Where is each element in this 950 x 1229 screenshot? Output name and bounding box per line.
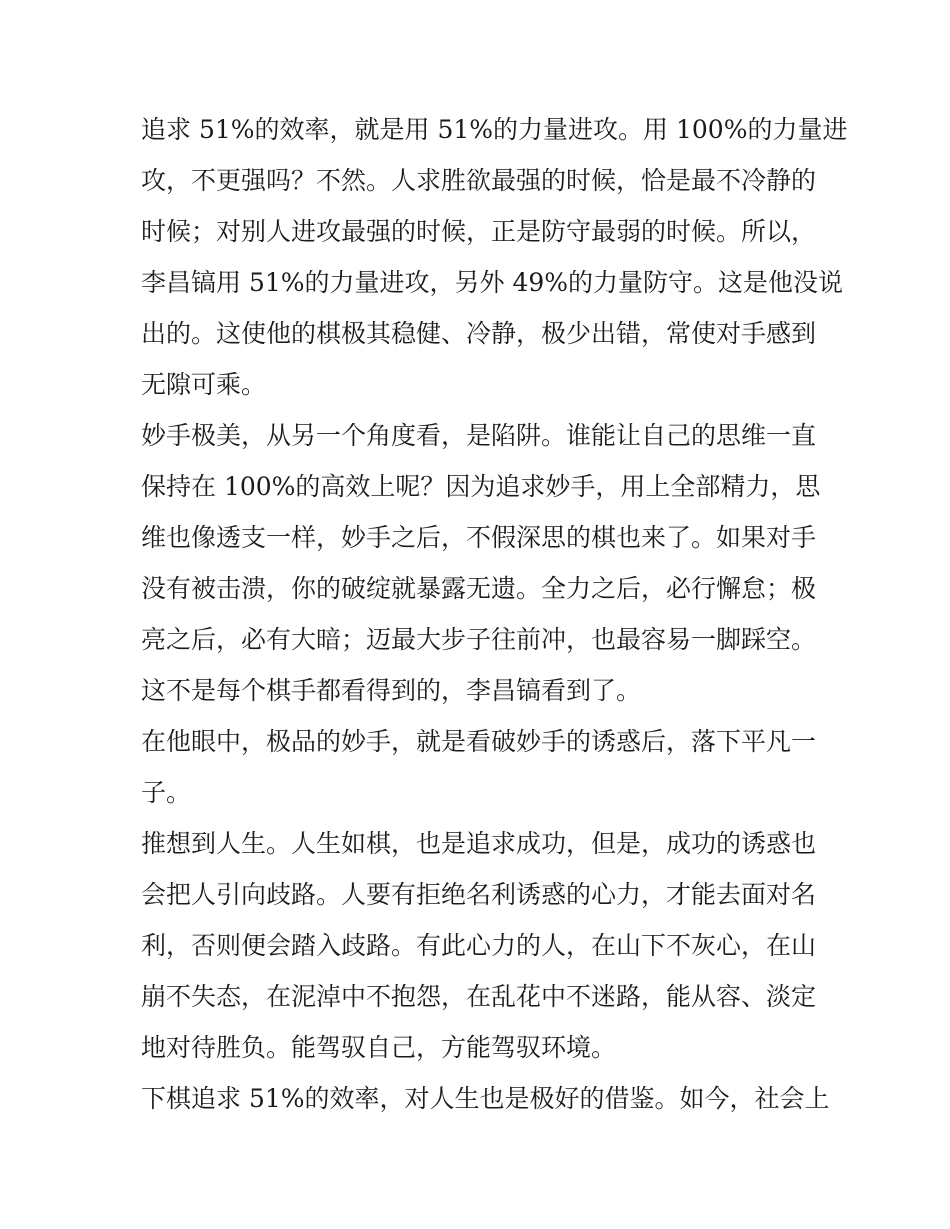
text-line: 子。 bbox=[141, 778, 192, 807]
text-line: 追求 51%的效率，就是用 51%的力量进攻。用 100%的力量进 bbox=[141, 115, 848, 144]
text-line: 崩不失态，在泥淖中不抱怨，在乱花中不迷路，能从容、淡定 bbox=[141, 982, 817, 1011]
paragraph-5 bbox=[141, 1073, 830, 1124]
text-line: 在他眼中，极品的妙手，就是看破妙手的诱惑后，落下平凡一 bbox=[141, 727, 817, 756]
text-line: 出的。这使他的棋极其稳健、冷静，极少出错，常使对手感到 bbox=[141, 319, 817, 348]
paragraph-1 bbox=[141, 104, 848, 410]
paragraph-2 bbox=[141, 410, 821, 716]
text-line: 维也像透支一样，妙手之后，不假深思的棋也来了。如果对手 bbox=[141, 523, 817, 552]
text-line: 推想到人生。人生如棋，也是追求成功，但是，成功的诱惑也 bbox=[141, 829, 817, 858]
document-body bbox=[141, 104, 848, 1124]
text-line: 利，否则便会踏入歧路。有此心力的人，在山下不灰心，在山 bbox=[141, 931, 817, 960]
text-line: 妙手极美，从另一个角度看，是陷阱。谁能让自己的思维一直 bbox=[141, 421, 817, 450]
text-line: 下棋追求 51%的效率，对人生也是极好的借鉴。如今，社会上 bbox=[141, 1084, 830, 1113]
text-line: 保持在 100%的高效上呢？因为追求妙手，用上全部精力，思 bbox=[141, 472, 821, 501]
paragraph-3 bbox=[141, 716, 817, 818]
text-line: 会把人引向歧路。人要有拒绝名利诱惑的心力，才能去面对名 bbox=[141, 880, 817, 909]
text-line: 李昌镐用 51%的力量进攻，另外 49%的力量防守。这是他没说 bbox=[141, 268, 844, 297]
text-line: 攻，不更强吗？不然。人求胜欲最强的时候，恰是最不冷静的 bbox=[141, 166, 817, 195]
text-line: 没有被击溃，你的破绽就暴露无遗。全力之后，必行懈怠；极 bbox=[141, 574, 817, 603]
paragraph-4 bbox=[141, 818, 817, 1073]
text-line: 这不是每个棋手都看得到的，李昌镐看到了。 bbox=[141, 676, 642, 705]
text-line: 亮之后，必有大暗；迈最大步子往前冲，也最容易一脚踩空。 bbox=[141, 625, 817, 654]
text-line: 无隙可乘。 bbox=[141, 370, 267, 399]
text-line: 地对待胜负。能驾驭自己，方能驾驭环境。 bbox=[141, 1033, 617, 1062]
text-line: 时候；对别人进攻最强的时候，正是防守最弱的时候。所以， bbox=[141, 217, 817, 246]
